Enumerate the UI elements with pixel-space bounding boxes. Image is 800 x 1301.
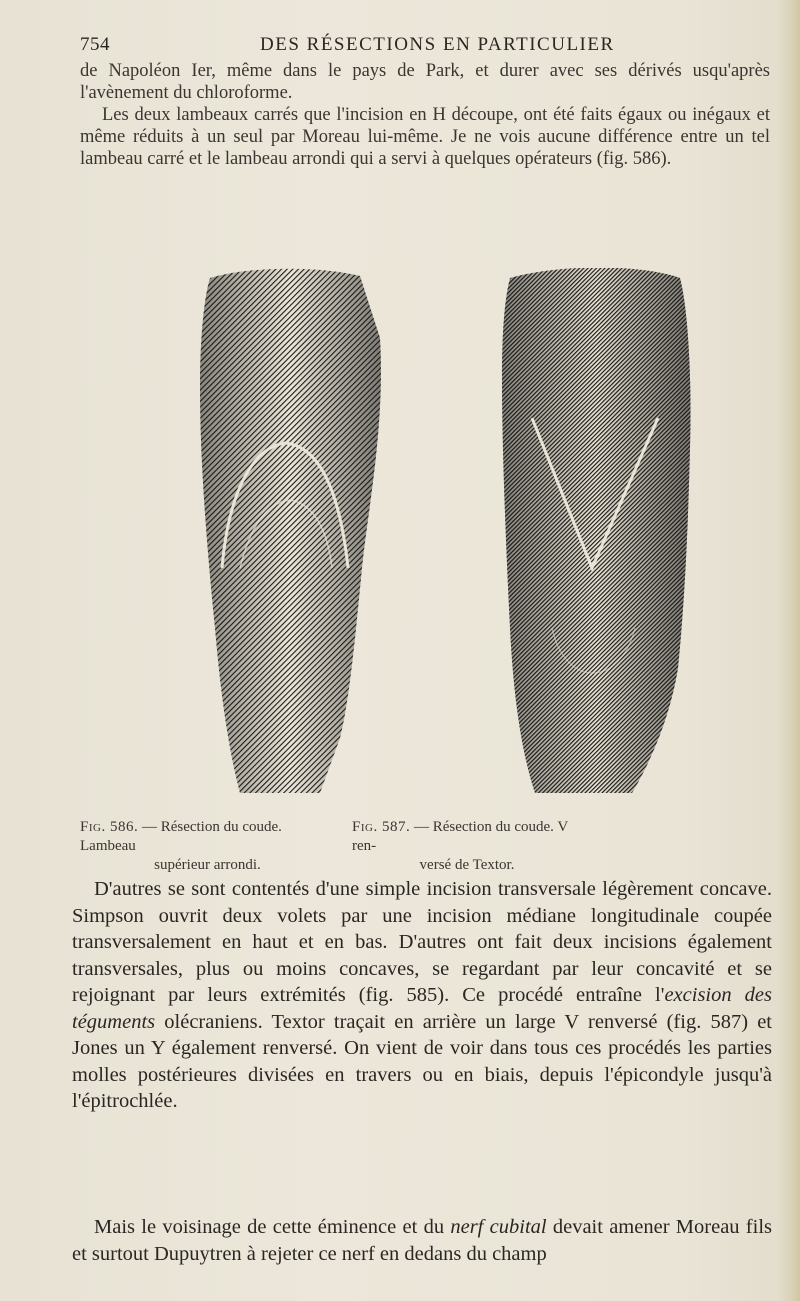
running-title: DES RÉSECTIONS EN PARTICULIER (260, 34, 615, 55)
caption-fig-586 (80, 818, 335, 875)
fig-587-caption-line1: — Résection du coude. V ren- (352, 819, 568, 854)
p3-text-b: olécraniens. Textor traçait en arrière un large V renversé (fig. 587) et Jones un Y également renversé. On vient de voir dans tous ces procédés les parties molles postérieures divisées en travers ou en biais, depuis l'épicondyle jusqu'à l'épitrochlée. (72, 1010, 772, 1112)
figures-engraving (180, 268, 745, 798)
page-number: 754 (80, 34, 110, 55)
running-head (80, 34, 770, 58)
fig-586-caption-line2: supérieur arrondi. (154, 857, 261, 873)
fig-587-caption-line2: versé de Textor. (419, 857, 515, 873)
caption-fig-587 (352, 818, 582, 875)
page-edge-shadow (778, 0, 800, 1301)
p4-text-a: Mais le voisinage de cette éminence et du (94, 1216, 451, 1238)
paragraph-continuation: de Napoléon Ier, même dans le pays de Park, et durer avec ses dérivés usqu'après l'avènement du chloroforme. (80, 61, 770, 103)
p4-text-b: devait amener Moreau fils et surtout Dupuytren à rejeter ce nerf en dedans du champ (72, 1216, 773, 1265)
paragraph-nerve (72, 1214, 772, 1267)
paragraph-incisions (72, 876, 772, 1115)
fig-586-caption-line1: — Résection du coude. Lambeau (80, 819, 282, 854)
p3-italic-term: excision des téguments (72, 984, 772, 1033)
p3-text-a: D'autres se sont contentés d'une simple incision transversale légèrement concave. Simpson ouvrit deux volets par une incision médiane longitudinale coupée transversalement en haut et en bas. D'autres ont fait deux incisions également transversales, plus ou moins concaves, se regardant par leur concavité et se rejoignant par leurs extrémités (fig. 585). Ce procédé entraîne l' (72, 878, 772, 1006)
paragraph-flaps: Les deux lambeaux carrés que l'incision en H découpe, ont été faits égaux ou inégaux et même réduits à un seul par Moreau lui-même. Je ne vois aucune différence entre un tel lambeau carré et le lambeau arrondi qui a servi à quelques opérateurs (fig. 586). (80, 105, 770, 169)
figure-587-arm (502, 268, 691, 793)
fig-587-label: Fig. 587. (352, 819, 411, 835)
p4-italic-term: nerf cubital (450, 1216, 547, 1238)
figure-586-arm (200, 269, 381, 793)
fig-586-label: Fig. 586. (80, 819, 139, 835)
